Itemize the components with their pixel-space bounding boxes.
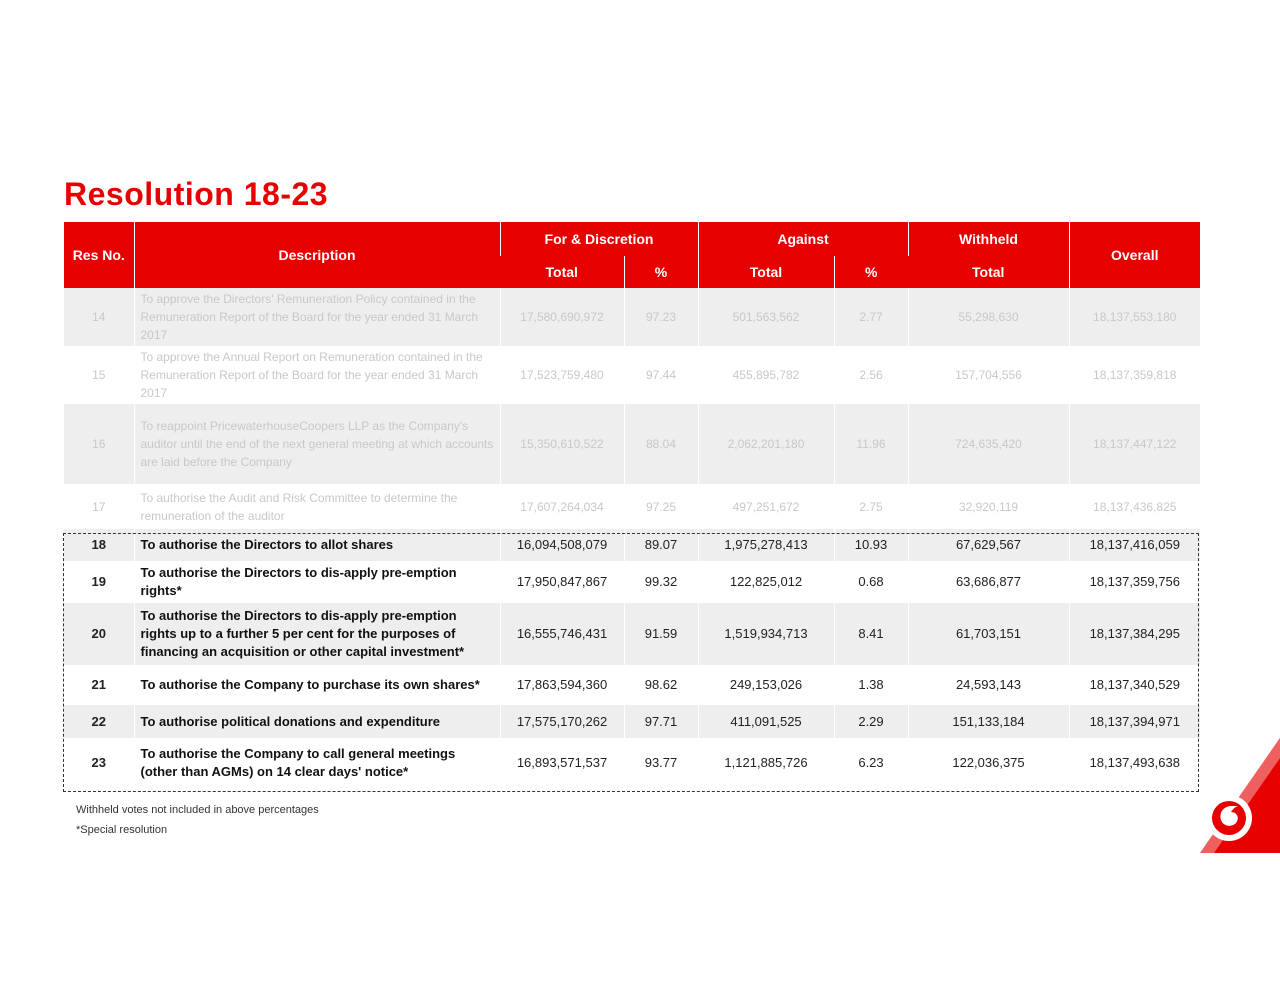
for-total-cell: 17,863,594,360 [500, 665, 624, 705]
description-cell: To authorise the Directors to dis-apply pre-emption rights* [134, 561, 500, 603]
against-pct-cell: 2.56 [834, 346, 908, 404]
against-total-cell: 249,153,026 [698, 665, 834, 705]
header-withheld: Withheld [908, 222, 1069, 256]
withheld-cell: 157,704,556 [908, 346, 1069, 404]
table-row [64, 346, 1200, 404]
overall-cell: 18,137,359,756 [1069, 561, 1200, 603]
header-for-total: Total [500, 256, 624, 288]
against-total-cell: 501,563,562 [698, 288, 834, 346]
against-total-cell: 1,975,278,413 [698, 529, 834, 561]
withheld-cell: 61,703,151 [908, 603, 1069, 665]
description-cell: To authorise the Company to purchase its own shares* [134, 665, 500, 705]
for-pct-cell: 97.44 [624, 346, 698, 404]
against-total-cell: 2,062,201,180 [698, 404, 834, 484]
res-no-cell: 20 [64, 603, 134, 665]
overall-cell: 18,137,436,825 [1069, 484, 1200, 529]
footnote-withheld: Withheld votes not included in above percentages [76, 804, 319, 816]
against-pct-cell: 1.38 [834, 665, 908, 705]
withheld-cell: 724,635,420 [908, 404, 1069, 484]
against-total-cell: 1,121,885,726 [698, 738, 834, 788]
description-cell: To authorise political donations and expenditure [134, 705, 500, 738]
table-row [64, 705, 1200, 738]
table-row [64, 738, 1200, 788]
header-res-no: Res No. [64, 222, 134, 288]
withheld-cell: 151,133,184 [908, 705, 1069, 738]
res-no-cell: 16 [64, 404, 134, 484]
footnote-special: *Special resolution [76, 824, 168, 836]
for-total-cell: 17,607,264,034 [500, 484, 624, 529]
table-row [64, 561, 1200, 603]
against-pct-cell: 6.23 [834, 738, 908, 788]
against-pct-cell: 2.77 [834, 288, 908, 346]
table-row [64, 665, 1200, 705]
withheld-cell: 55,298,630 [908, 288, 1069, 346]
speechmark-logo-icon [1200, 738, 1280, 853]
for-total-cell: 17,950,847,867 [500, 561, 624, 603]
footnotes [76, 800, 319, 840]
table-row [64, 603, 1200, 665]
description-cell: To approve the Directors' Remuneration Policy contained in the Remuneration Report of the Board for the year ended 31 March 2017 [134, 288, 500, 346]
against-pct-cell: 2.29 [834, 705, 908, 738]
against-pct-cell: 8.41 [834, 603, 908, 665]
overall-cell: 18,137,416,059 [1069, 529, 1200, 561]
header-overall: Overall [1069, 222, 1200, 288]
against-pct-cell: 10.93 [834, 529, 908, 561]
for-total-cell: 16,094,508,079 [500, 529, 624, 561]
header-for-discretion: For & Discretion [500, 222, 698, 256]
against-total-cell: 122,825,012 [698, 561, 834, 603]
overall-cell: 18,137,340,529 [1069, 665, 1200, 705]
for-pct-cell: 97.25 [624, 484, 698, 529]
table-row [64, 404, 1200, 484]
description-cell: To reappoint PricewaterhouseCoopers LLP as the Company's auditor until the end of the next general meeting at which accounts are laid before the Company [134, 404, 500, 484]
header-description: Description [134, 222, 500, 288]
description-cell: To approve the Annual Report on Remuneration contained in the Remuneration Report of the Board for the year ended 31 March 2017 [134, 346, 500, 404]
for-total-cell: 17,575,170,262 [500, 705, 624, 738]
table-row [64, 484, 1200, 529]
for-pct-cell: 89.07 [624, 529, 698, 561]
res-no-cell: 15 [64, 346, 134, 404]
against-pct-cell: 2.75 [834, 484, 908, 529]
for-pct-cell: 97.23 [624, 288, 698, 346]
header-against: Against [698, 222, 908, 256]
overall-cell: 18,137,553,180 [1069, 288, 1200, 346]
header-against-pct: % [834, 256, 908, 288]
for-pct-cell: 91.59 [624, 603, 698, 665]
withheld-cell: 24,593,143 [908, 665, 1069, 705]
header-for-pct: % [624, 256, 698, 288]
against-pct-cell: 11.96 [834, 404, 908, 484]
for-pct-cell: 98.62 [624, 665, 698, 705]
resolutions-table [64, 222, 1200, 788]
header-against-total: Total [698, 256, 834, 288]
overall-cell: 18,137,447,122 [1069, 404, 1200, 484]
withheld-cell: 122,036,375 [908, 738, 1069, 788]
page-title: Resolution 18-23 [64, 176, 329, 212]
overall-cell: 18,137,493,638 [1069, 738, 1200, 788]
for-pct-cell: 93.77 [624, 738, 698, 788]
table-row [64, 288, 1200, 346]
overall-cell: 18,137,394,971 [1069, 705, 1200, 738]
description-cell: To authorise the Audit and Risk Committee to determine the remuneration of the auditor [134, 484, 500, 529]
res-no-cell: 21 [64, 665, 134, 705]
for-pct-cell: 97.71 [624, 705, 698, 738]
for-total-cell: 16,893,571,537 [500, 738, 624, 788]
res-no-cell: 19 [64, 561, 134, 603]
res-no-cell: 22 [64, 705, 134, 738]
description-cell: To authorise the Company to call general meetings (other than AGMs) on 14 clear days' notice* [134, 738, 500, 788]
description-cell: To authorise the Directors to allot shares [134, 529, 500, 561]
for-total-cell: 16,555,746,431 [500, 603, 624, 665]
against-total-cell: 411,091,525 [698, 705, 834, 738]
against-total-cell: 497,251,672 [698, 484, 834, 529]
against-pct-cell: 0.68 [834, 561, 908, 603]
for-total-cell: 17,580,690,972 [500, 288, 624, 346]
overall-cell: 18,137,384,295 [1069, 603, 1200, 665]
for-pct-cell: 99.32 [624, 561, 698, 603]
for-pct-cell: 88.04 [624, 404, 698, 484]
against-total-cell: 455,895,782 [698, 346, 834, 404]
table-row [64, 529, 1200, 561]
header-withheld-total: Total [908, 256, 1069, 288]
withheld-cell: 63,686,877 [908, 561, 1069, 603]
res-no-cell: 14 [64, 288, 134, 346]
overall-cell: 18,137,359,818 [1069, 346, 1200, 404]
against-total-cell: 1,519,934,713 [698, 603, 834, 665]
withheld-cell: 67,629,567 [908, 529, 1069, 561]
withheld-cell: 32,920,119 [908, 484, 1069, 529]
for-total-cell: 17,523,759,480 [500, 346, 624, 404]
description-cell: To authorise the Directors to dis-apply pre-emption rights up to a further 5 per cent for the purposes of financing an acquisition or other capital investment* [134, 603, 500, 665]
for-total-cell: 15,350,610,522 [500, 404, 624, 484]
res-no-cell: 23 [64, 738, 134, 788]
res-no-cell: 18 [64, 529, 134, 561]
res-no-cell: 17 [64, 484, 134, 529]
